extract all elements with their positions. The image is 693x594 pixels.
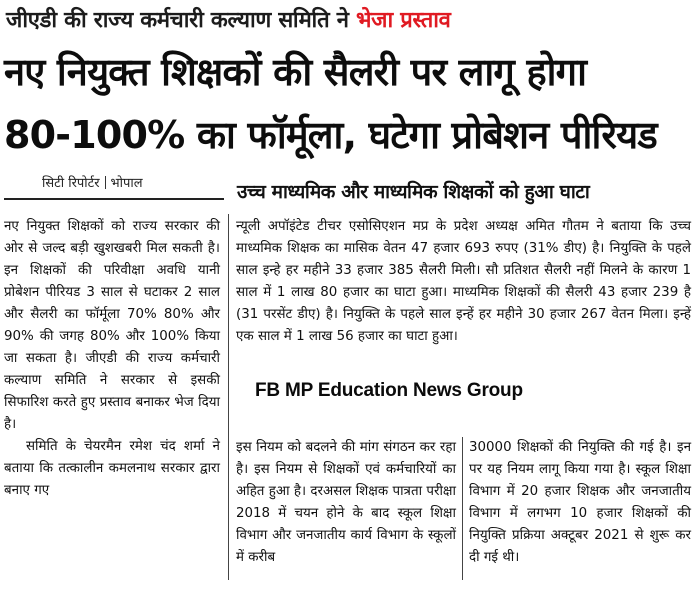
article-column-4 — [469, 437, 691, 569]
article-column-1 — [4, 216, 220, 502]
byline-city: भोपाल — [110, 176, 143, 191]
column-4-paragraph-1: 30000 शिक्षकों की नियुक्ति की गई है। इन पर यह नियम लागू किया गया है। स्कूल शिक्षा विभाग में 20 हजार शिक्षक और जनजातीय विभाग में लगभग 10 हजार शिक्षकों की नियुक्ति प्रक्रिया अक्टूबर 2021 से शुरू कर दी गई थी। — [469, 440, 691, 565]
article-column-2 — [236, 216, 691, 348]
byline-rule — [4, 198, 224, 200]
byline-separator — [105, 176, 106, 189]
kicker-highlight: भेजा प्रस्ताव — [356, 8, 451, 33]
kicker-line — [6, 4, 451, 34]
watermark: FB MP Education News Group — [255, 380, 523, 401]
column-2-paragraph-1: न्यूली अपॉइंटेड टीचर एसोसिएशन मप्र के प्रदेश अध्यक्ष अमित गौतम ने बताया कि उच्च माध्यमिक शिक्षक का मासिक वेतन 47 हजार 693 रुपए (31% डीए) है। नियुक्ति के पहले साल इन्हे हर महीने 33 हजार 385 सैलरी मिली। सौ प्रतिशत सैलरी नहीं मिलने के कारण 1 साल में 1 लाख 80 हजार का घाटा हुआ। माध्यमिक शिक्षकों की सैलरी 43 हजार 239 है (31 परसेंट डीए) है। नियुक्ति के पहले साल इन्हें हर महीने 30 हजार 267 वेतन मिला। इन्हें एक साल में 1 लाख 56 हजार का घाटा हुआ। — [236, 219, 691, 344]
kicker-text: जीएडी की राज्य कर्मचारी कल्याण समिति ने — [6, 8, 357, 33]
byline — [42, 173, 143, 191]
headline-line-1: नए नियुक्त शिक्षकों की सैलरी पर लागू होगा — [4, 50, 587, 94]
column-3-paragraph-1: इस नियम को बदलने की मांग संगठन कर रहा है। इस नियम से शिक्षकों एवं कर्मचारियों का अहित हुआ है। दरअसल शिक्षक पात्रता परीक्षा 2018 में चयन होने के बाद स्कूल शिक्षा विभाग और जनजातीय कार्य विभाग के स्कूलों में करीब — [236, 440, 456, 565]
column-divider-2 — [462, 437, 463, 580]
subheading: उच्च माध्यमिक और माध्यमिक शिक्षकों को हुआ घाटा — [237, 181, 590, 203]
article-column-3 — [236, 437, 456, 569]
byline-reporter: सिटी रिपोर्टर — [42, 176, 100, 191]
column-1-paragraph-1: नए नियुक्त शिक्षकों को राज्य सरकार की ओर से जल्द बड़ी खुशखबरी मिल सकती है। इन शिक्षकों की परिवीक्षा अवधि यानी प्रोबेशन पीरियड 3 साल से घटाकर 2 साल और सैलरी का फॉर्मूला 70% 80% और 90% की जगह 80% और 100% किया जा सकता है। जीएडी की राज्य कर्मचारी कल्याण समिति ने सरकार से इसकी सिफारिश करते हुए प्रस्ताव बनाकर भेज दिया है। — [4, 219, 220, 432]
column-1-paragraph-2: समिति के चेयरमैन रमेश चंद शर्मा ने बताया कि तत्कालीन कमलनाथ सरकार द्वारा बनाए गए — [4, 439, 220, 498]
headline-line-2: 80-100% का फॉर्मूला, घटेगा प्रोबेशन पीरियड — [4, 113, 657, 157]
column-divider-1 — [228, 214, 229, 580]
